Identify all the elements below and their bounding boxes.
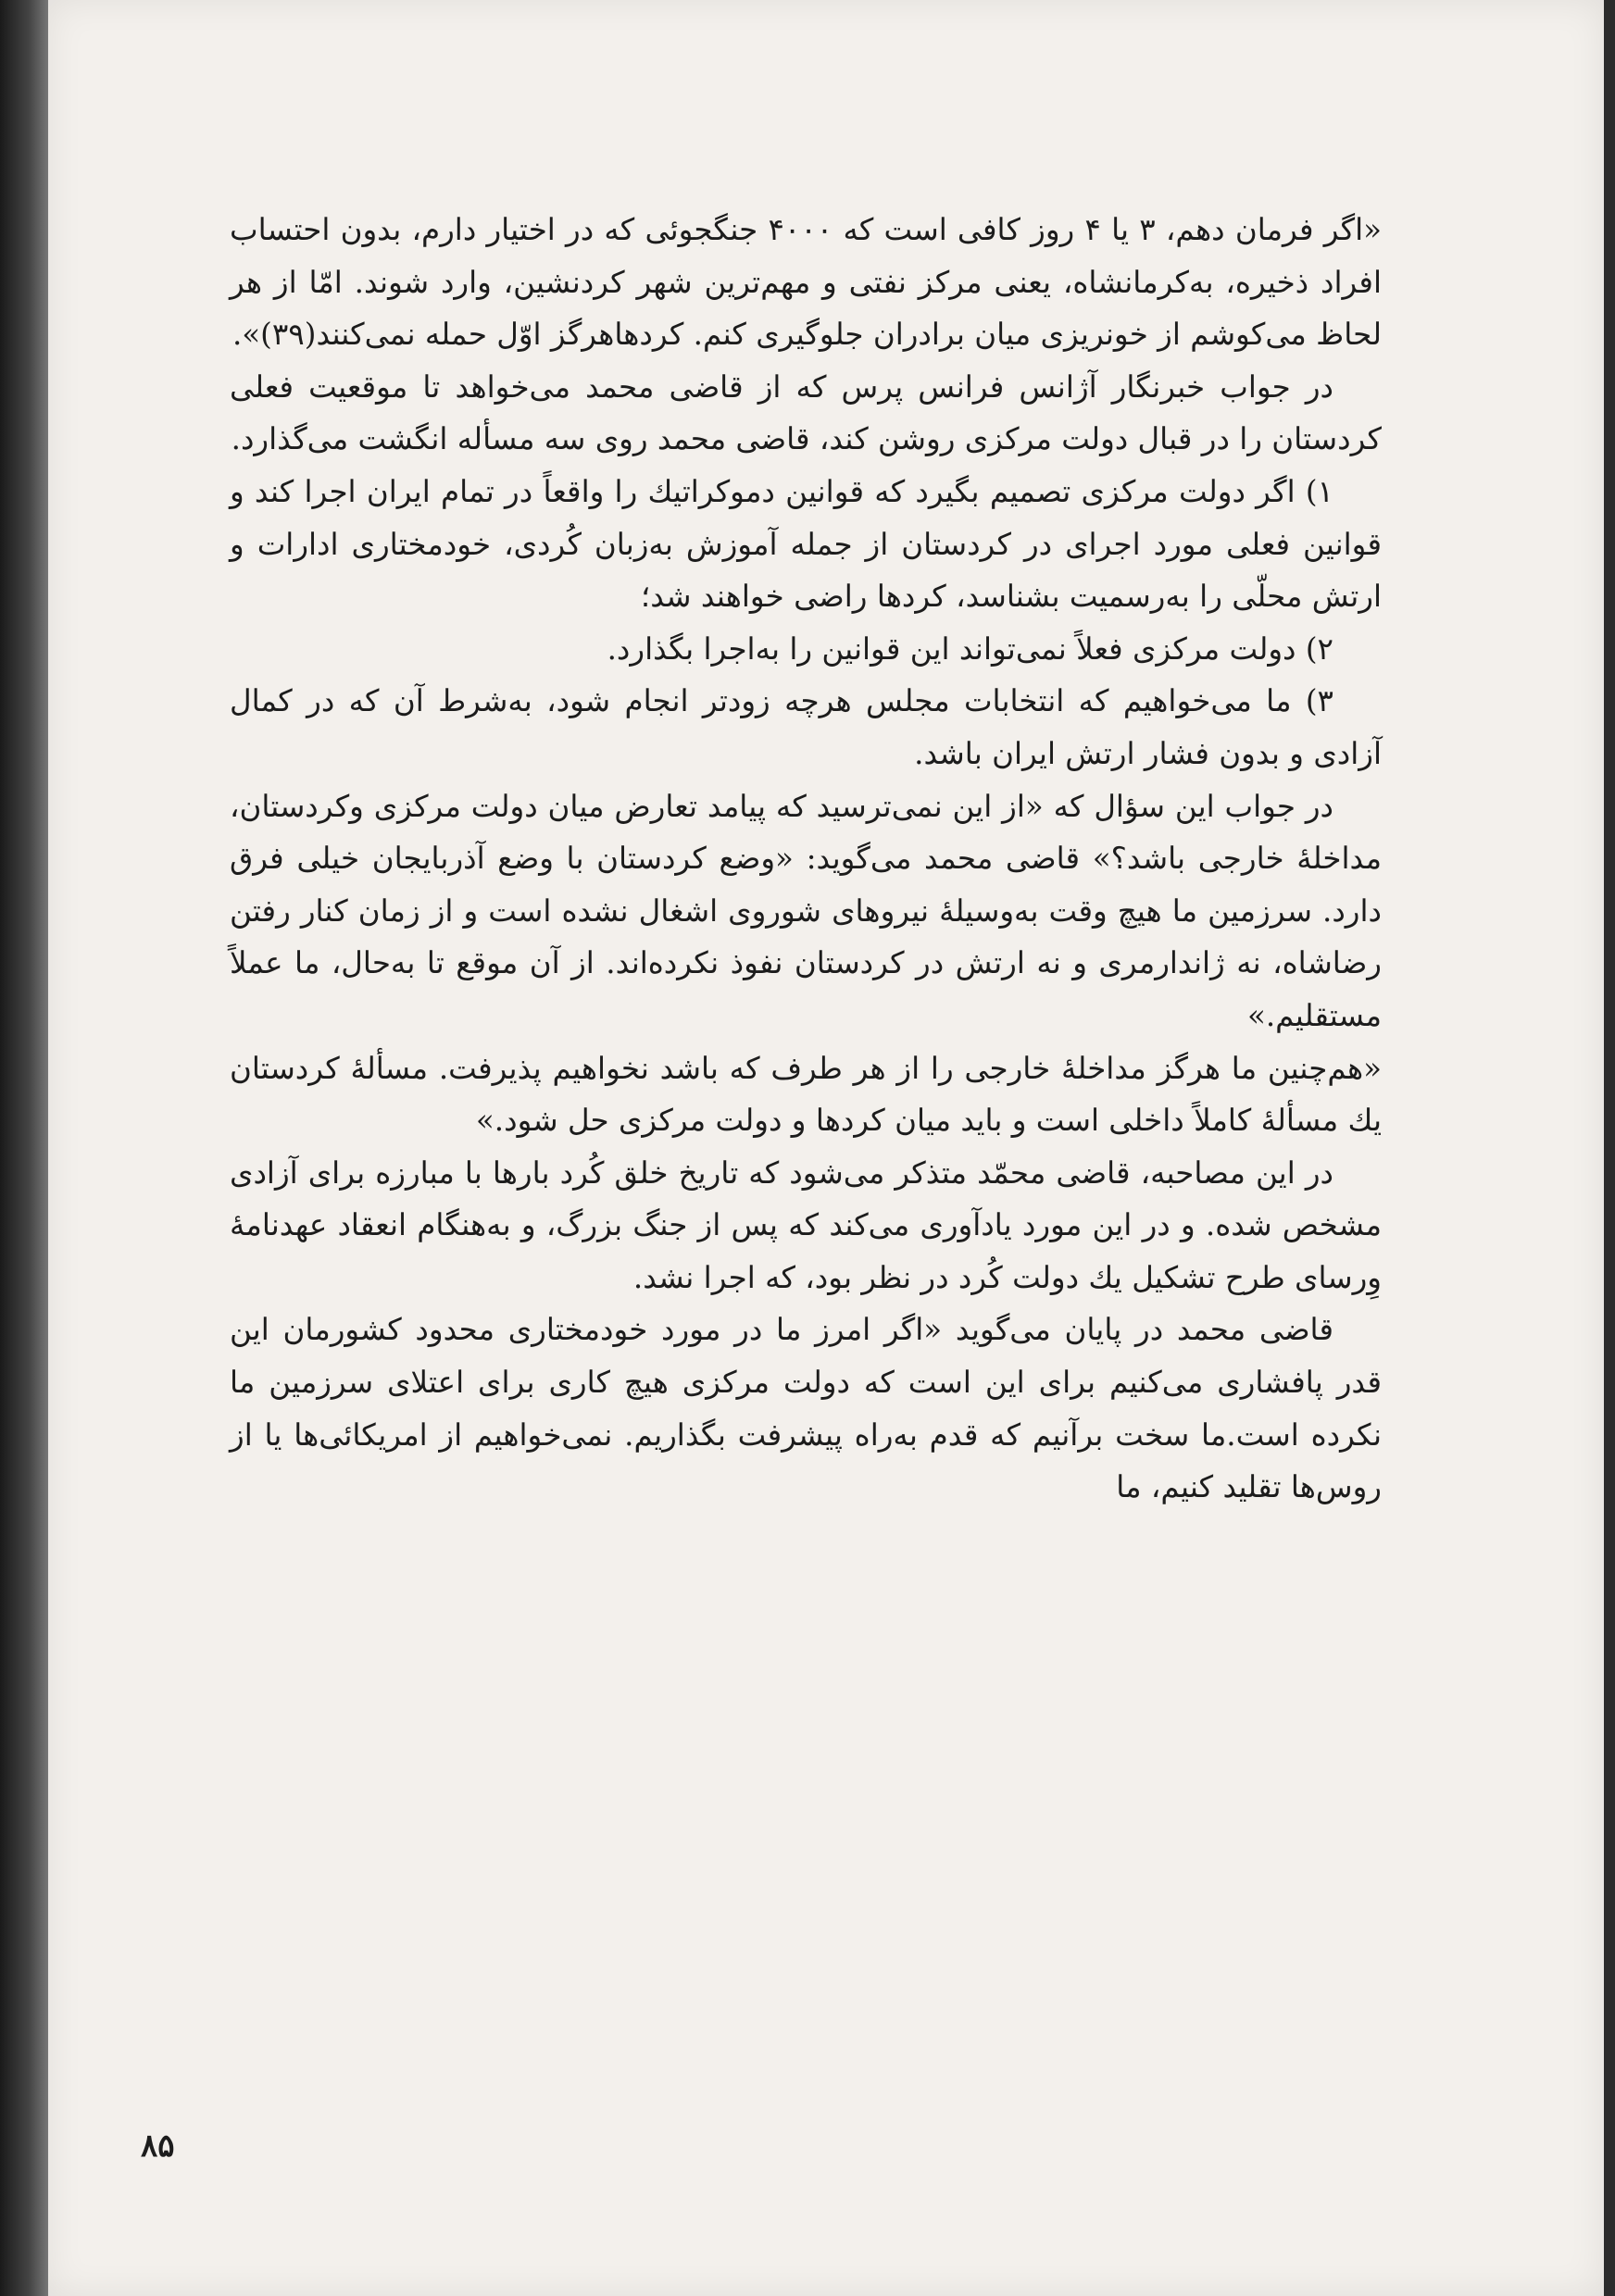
scan-left-edge — [0, 0, 48, 2296]
page-number: ۸۵ — [141, 2128, 175, 2165]
paragraph-closing-quote: قاضی محمد در پایان می‌گوید «اگر امرز ما در مورد خودمختاری محدود کشورمان این قدر پافشاری می‌کنیم برای این است که دولت مرکزی هیچ کاری برای اعتلای سرزمین ما نکرده است.ما سخت برآنیم که قدم به‌راه پیشرفت بگذاریم. نمی‌خواهیم از امریکائی‌ها یا از روس‌ها تقلید کنیم، ما — [230, 1312, 1382, 1505]
paragraph-point-2: ۲) دولت مرکزی فعلاً نمی‌تواند این قوانین را به‌اجرا بگذارد. — [607, 630, 1333, 667]
paragraph-afp-interview: در جواب خبرنگار آژانس فرانس پرس که از قاضی محمد می‌خواهد تا موقعیت فعلی کردستان را در قبال دولت مرکزی روشن کند، قاضی محمد روی سه مسأله انگشت می‌گذارد. — [230, 368, 1382, 457]
paragraph-point-1: ۱) اگر دولت مرکزی تصمیم بگیرد که قوانین دموکراتیك را واقعاً در تمام ایران اجرا کند و قوانین فعلی مورد اجرای در کردستان از جمله آموزش به‌زبان کُردی، خودمختاری ادارات و ارتش محلّی را به‌رسمیت بشناسد، کردها راضی خواهند شد؛ — [230, 473, 1382, 615]
paragraph-point-3: ۳) ما می‌خواهیم که انتخابات مجلس هرچه زودتر انجام شود، به‌شرط آن که در کمال آزادی و بدون فشار ارتش ایران باشد. — [230, 683, 1382, 771]
body-text — [230, 204, 1382, 1514]
paragraph-kurdish-history: در این مصاحبه، قاضی محمّد متذکر می‌شود که تاریخ خلق کُرد بارها با مبارزه برای آزادی مشخص شده. و در این مورد یادآوری می‌کند که پس از جنگ بزرگ، و به‌هنگام انعقاد عهدنامهٔ وِرسای طرح تشکیل یك دولت کُرد در نظر بود، که اجرا نشد. — [230, 1154, 1382, 1295]
paragraph-quote-kermanshah: «اگر فرمان دهم، ۳ یا ۴ روز کافی است که ۴۰۰۰ جنگجوئی که در اختیار دارم، بدون احتساب افراد ذخیره، به‌کرمانشاه، یعنی مرکز نفتی و مهم‌ترین شهر کردنشین، وارد شوند. امّا از هر لحاظ می‌کوشم از خونریزی میان برادران جلوگیری کنم. کردهاهرگز اوّل حمله نمی‌کنند(۳۹)». — [230, 212, 1383, 353]
paragraph-foreign-intervention-question: در جواب این سؤال که «از این نمی‌ترسید که پیامد تعارض میان دولت مرکزی وکردستان، مداخلهٔ خارجی باشد؟» قاضی محمد می‌گوید: «وضع کردستان با وضع آذربایجان خیلی فرق دارد. سرزمین ما هیچ وقت به‌وسیلهٔ نیروهای شوروی اشغال نشده است و از زمان کنار رفتن رضاشاه، نه ژاندارمری و نه ارتش در کردستان نفوذ نکرده‌اند. از آن موقع تا به‌حال، ما عملاً مستقلیم.» — [230, 788, 1382, 1033]
paragraph-quote-no-intervention: «هم‌چنین ما هرگز مداخلهٔ خارجی را از هر طرف که باشد نخواهیم پذیرفت. مسألهٔ کردستان یك مسألهٔ کاملاً داخلی است و باید میان کردها و دولت مرکزی حل شود.» — [230, 1050, 1382, 1139]
book-page — [48, 0, 1604, 2296]
scan-right-edge — [1604, 0, 1615, 2296]
